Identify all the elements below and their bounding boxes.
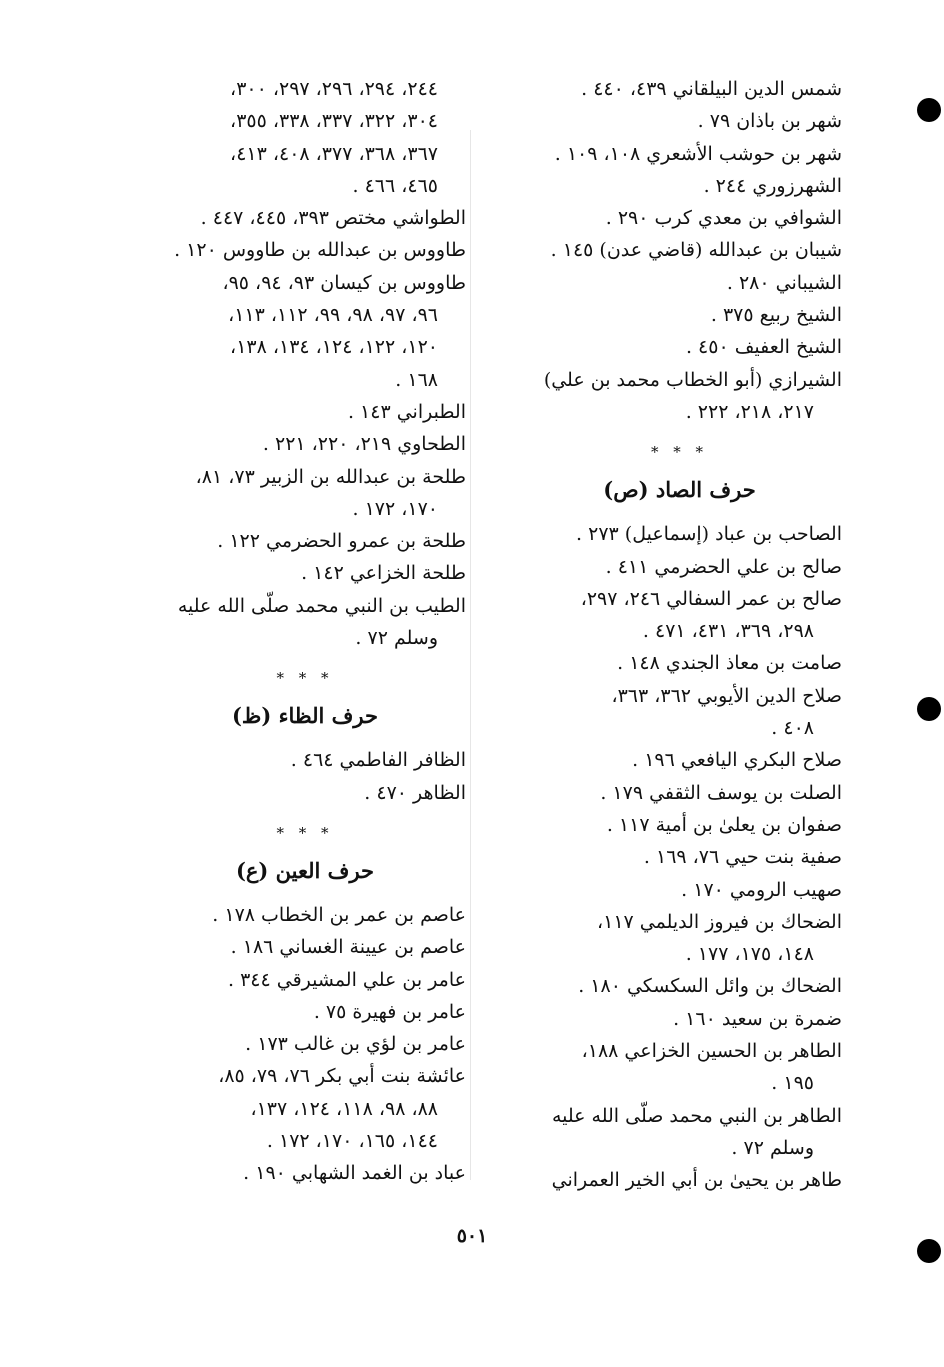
index-entry-line: عامر بن لؤي بن غالب ١٧٣ . <box>245 1033 466 1056</box>
index-entry <box>144 1060 466 1157</box>
index-entry <box>144 557 466 589</box>
index-entry-continuation-line: ١٧٠، ١٧٢ . <box>352 497 438 520</box>
binder-hole-icon <box>917 98 941 122</box>
index-entry-continuation-line: وسلم ٧٢ . <box>731 1136 814 1159</box>
index-entry <box>144 234 466 266</box>
index-entry-line: الصلت بن يوسف الثقفي ١٧٩ . <box>600 781 842 804</box>
index-entry-line: الشيخ العفيف ٤٥٠ . <box>685 336 842 359</box>
section-heading-ayn: حرف العين (ع) <box>235 857 375 883</box>
index-entry <box>144 744 466 776</box>
index-entry-line: الشوافي بن معدي كرب ٢٩٠ . <box>605 207 842 230</box>
index-entry-line: عامر بن علي المشيرقي ٣٤٤ . <box>227 968 466 991</box>
index-entry <box>517 518 842 550</box>
index-entry-line: صلاح البكري اليافعي ١٩٦ . <box>632 749 842 772</box>
index-entry <box>144 525 466 557</box>
index-entry-line: الشيخ ربيع ٣٧٥ . <box>710 304 842 327</box>
index-entry <box>517 970 842 1002</box>
index-entry-line: صفوان بن يعلىٰ بن أمية ١١٧ . <box>606 813 842 836</box>
entry-list-ayn <box>144 899 466 1190</box>
index-entry-line: الضحاك بن وائل السكسكي ١٨٠ . <box>578 975 842 998</box>
index-entry <box>517 202 842 234</box>
index-entry-continuation-line: وسلم ٧٢ . <box>355 627 438 650</box>
index-entry-line: الظاهر ٤٧٠ . <box>364 781 466 804</box>
index-entry-line: ٢٤٤، ٢٩٤، ٢٩٦، ٢٩٧، ٣٠٠، <box>230 78 438 100</box>
index-entry <box>517 138 842 170</box>
index-entry <box>517 647 842 679</box>
index-entry <box>144 202 466 234</box>
index-entry <box>144 996 466 1028</box>
index-entry-line: صالح بن عمر السفالي ٢٤٦، ٢٩٧، <box>580 587 842 610</box>
index-entry <box>144 267 466 396</box>
index-entry-line: الطيب بن النبي محمد صلّى الله عليه <box>177 594 466 617</box>
index-entry <box>144 777 466 809</box>
index-entry <box>517 299 842 331</box>
column-gutter <box>470 130 471 1180</box>
index-entry <box>144 590 466 655</box>
index-entry-line: الشيباني ٢٨٠ . <box>726 271 842 294</box>
entry-list-sheen <box>517 73 842 428</box>
index-entry <box>144 899 466 931</box>
index-entry-line: طاووس بن عبدالله بن طاووس ١٢٠ . <box>174 239 466 262</box>
index-entry <box>144 1157 466 1189</box>
index-entry <box>144 396 466 428</box>
index-column-right <box>517 73 842 1197</box>
index-entry <box>517 73 842 105</box>
index-entry-line: ضمرة بن سعيد ١٦٠ . <box>673 1007 842 1030</box>
index-entry <box>517 331 842 363</box>
index-entry-line: طلحة الخزاعي ١٤٢ . <box>301 562 466 585</box>
index-entry-line: عامر بن فهيرة ٧٥ . <box>313 1000 466 1023</box>
index-entry-line: الطواشي مختص ٣٩٣، ٤٤٥، ٤٤٧ . <box>200 207 466 230</box>
index-entry-line: الشهرزوري ٢٤٤ . <box>703 174 842 197</box>
index-entry-line: الضحاك بن فيروز الديلمي ١١٧، <box>596 910 842 933</box>
index-entry <box>517 234 842 266</box>
index-entry <box>517 744 842 776</box>
index-entry-line: صامت بن معاذ الجندي ١٤٨ . <box>617 652 842 675</box>
index-entry <box>517 105 842 137</box>
section-heading-saad: حرف الصاد (ص) <box>603 477 756 503</box>
index-entry <box>517 777 842 809</box>
entry-list-saad <box>517 518 842 1196</box>
index-entry-line: صالح بن علي الحضرمي ٤١١ . <box>605 555 842 578</box>
index-entry-continuation-line: ٨٨، ٩٨، ١١٨، ١٢٤، ١٣٧، <box>250 1097 438 1120</box>
index-entry <box>517 1100 842 1165</box>
index-entry-line: عائشة بنت أبي بكر ٧٦، ٧٩، ٨٥، <box>218 1065 466 1088</box>
index-entry-continuation-line: ٤٦٥، ٤٦٦ . <box>352 174 438 197</box>
index-entry <box>144 428 466 460</box>
index-entry-line: شهر بن حوشب الأشعري ١٠٨، ١٠٩ . <box>554 142 842 165</box>
index-entry <box>144 461 466 526</box>
section-separator: * * * <box>650 443 709 462</box>
index-entry-line: الصاحب بن عباد (إسماعيل) ٢٧٣ . <box>576 523 842 546</box>
index-entry-line: عاصم بن عمر بن الخطاب ١٧٨ . <box>212 903 466 926</box>
index-entry <box>517 1164 842 1196</box>
index-entry <box>144 1028 466 1060</box>
index-entry-continuation-line: ١٢٠، ١٢٢، ١٢٤، ١٣٤، ١٣٨، <box>230 336 438 359</box>
index-entry-line: الظافر الفاطمي ٤٦٤ . <box>290 749 466 772</box>
index-entry-continuation-line: ١٦٨ . <box>395 368 438 391</box>
page-number: ٥٠١ <box>456 1225 488 1247</box>
index-entry-line: شيبان بن عبدالله (قاضي عدن) ١٤٥ . <box>550 239 842 262</box>
binder-hole-icon <box>917 1239 941 1263</box>
index-entry-line: عباد بن الغمد الشهابي ١٩٠ . <box>243 1162 466 1185</box>
index-entry-line: شمس الدين البيلقاني ٤٣٩، ٤٤٠ . <box>581 78 842 100</box>
index-entry-line: صفية بنت حيي ٧٦، ١٦٩ . <box>643 846 842 869</box>
index-entry <box>517 809 842 841</box>
index-entry <box>517 680 842 745</box>
index-entry <box>517 874 842 906</box>
index-entry-continuation-line: ٣٦٧، ٣٦٨، ٣٧٧، ٤٠٨، ٤١٣، <box>230 142 438 165</box>
index-entry <box>144 73 466 202</box>
index-entry-line: صلاح الدين الأيوبي ٣٦٢، ٣٦٣، <box>611 684 842 707</box>
section-separator: * * * <box>276 669 334 688</box>
index-entry-line: عاصم بن عيينة الغساني ١٨٦ . <box>230 936 466 959</box>
index-entry <box>144 931 466 963</box>
index-entry-continuation-line: ١٤٨، ١٧٥، ١٧٧ . <box>685 943 814 966</box>
index-entry <box>144 964 466 996</box>
index-entry <box>517 906 842 971</box>
index-entry-line: طلحة بن عبدالله بن الزبير ٧٣، ٨١، <box>195 465 466 488</box>
index-entry <box>517 841 842 873</box>
section-heading-dhaa: حرف الظاء (ظ) <box>232 703 378 729</box>
index-entry-continuation-line: ٢١٧، ٢١٨، ٢٢٢ . <box>685 400 814 423</box>
index-entry-line: طلحة بن عمرو الحضرمي ١٢٢ . <box>217 530 466 553</box>
index-entry-line: الشيرازي (أبو الخطاب محمد بن علي) <box>543 368 842 391</box>
index-entry-line: طاووس بن كيسان ٩٣، ٩٤، ٩٥، <box>222 271 466 294</box>
entry-list-taa <box>144 73 466 654</box>
section-separator: * * * <box>276 823 334 842</box>
index-entry-continuation-line: ٣٠٤، ٣٢٢، ٣٣٧، ٣٣٨، ٣٥٥، <box>230 110 438 133</box>
index-entry <box>517 1003 842 1035</box>
index-entry-continuation-line: ٢٩٨، ٣٦٩، ٤٣١، ٤٧١ . <box>642 620 814 643</box>
index-entry-line: شهر بن باذان ٧٩ . <box>697 110 842 133</box>
index-entry <box>517 551 842 583</box>
binder-hole-icon <box>917 697 941 721</box>
index-entry <box>517 1035 842 1100</box>
index-column-left <box>144 73 466 1190</box>
index-entry <box>517 583 842 648</box>
index-entry-line: الطاهر بن النبي محمد صلّى الله عليه <box>551 1104 842 1127</box>
index-entry-line: طاهر بن يحيىٰ بن أبي الخير العمراني <box>551 1169 842 1192</box>
index-entry-continuation-line: ١٤٤، ١٦٥، ١٧٠، ١٧٢ . <box>266 1130 438 1153</box>
index-entry-line: الطبراني ١٤٣ . <box>347 400 466 423</box>
index-entry <box>517 267 842 299</box>
index-entry-continuation-line: ٤٠٨ . <box>771 717 814 740</box>
index-entry-continuation-line: ١٩٥ . <box>771 1072 814 1095</box>
index-entry-line: الطحاوي ٢١٩، ٢٢٠، ٢٢١ . <box>262 433 466 456</box>
index-entry-continuation-line: ٩٦، ٩٧، ٩٨، ٩٩، ١١٢، ١١٣، <box>228 304 438 327</box>
index-entry-line: الطاهر بن الحسين الخزاعي ١٨٨، <box>581 1040 842 1063</box>
index-entry <box>517 364 842 429</box>
index-entry <box>517 170 842 202</box>
index-entry-line: صهيب الرومي ١٧٠ . <box>681 878 842 901</box>
entry-list-dhaa <box>144 744 466 809</box>
